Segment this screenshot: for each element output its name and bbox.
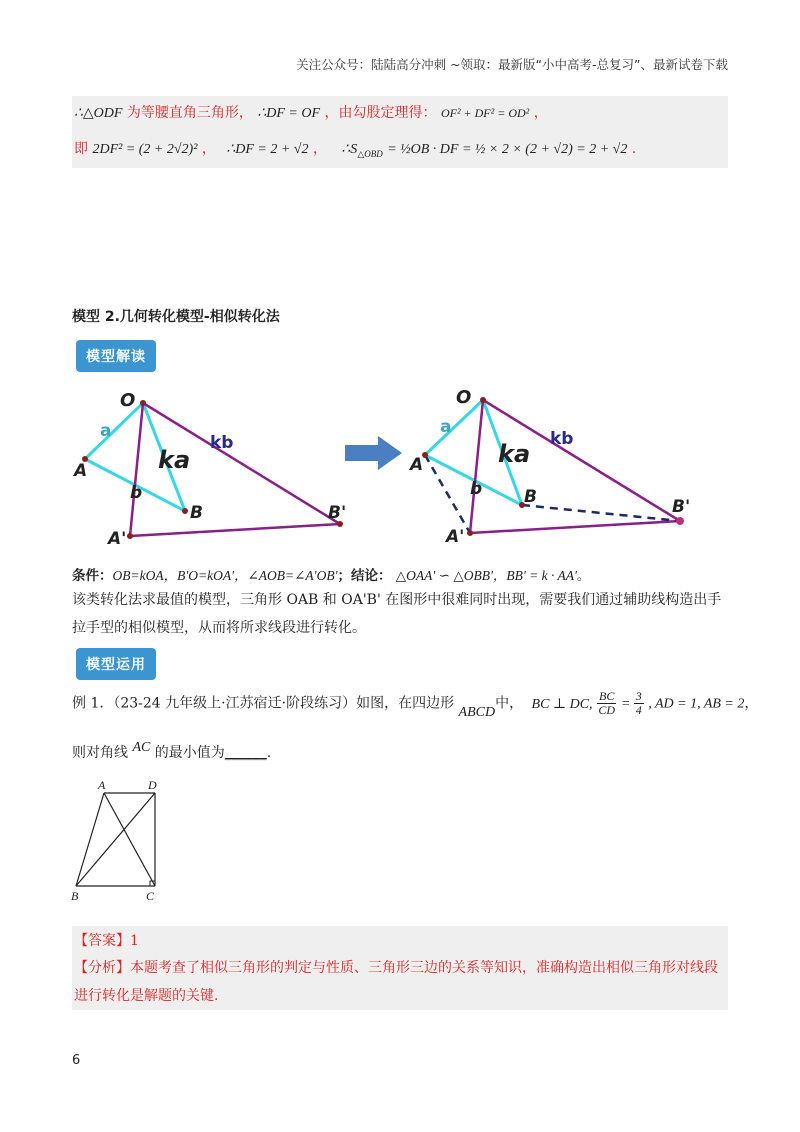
diagonal-bd — [76, 793, 155, 886]
condition-text: OB=kOA，B'O=kOA'，∠AOB=∠A'OB' — [112, 568, 338, 583]
label-ka: ka — [158, 446, 191, 474]
fraction-bc-cd — [597, 690, 616, 717]
solution-text: ， — [201, 141, 216, 157]
label-b: B — [71, 889, 79, 903]
example-mid: 中， — [495, 695, 524, 712]
question-ac: AC — [132, 740, 151, 755]
solution-text: ， — [312, 141, 327, 157]
point-b-prime — [676, 517, 684, 525]
analysis-text — [74, 954, 728, 1010]
math-text: ∴△ODF — [74, 106, 123, 121]
label-b-prime: B' — [328, 503, 347, 523]
point-b — [182, 508, 188, 514]
page-number: 6 — [72, 1053, 81, 1068]
segment-ab — [76, 793, 104, 886]
point-a-prime — [127, 533, 133, 539]
solution-text: . — [631, 141, 637, 157]
label-b: B — [524, 487, 537, 507]
conclusion-text: △OAA' ∽ △OBB'，BB' = k · AA' — [395, 568, 577, 583]
label-b-side: b — [470, 479, 483, 499]
example-prefix: 例 1．（23-24 九年级上·江苏宿迁·阶段练习）如图，在四边形 — [72, 695, 455, 712]
solution-text: ， — [533, 105, 548, 121]
fraction-numerator: BC — [599, 689, 615, 703]
label-c: C — [146, 889, 155, 903]
question-suffix: 的最小值为 — [154, 745, 225, 761]
solution-box — [72, 96, 728, 168]
point-o — [480, 397, 486, 403]
answer-line — [74, 930, 139, 950]
example-1 — [72, 689, 759, 720]
label-o: O — [120, 390, 136, 411]
explanation-paragraph: 该类转化法求最值的模型，三角形 OAB 和 OA'B' 在图形中很难同时出现，需要我们通过辅助线构造出手拉手型的相似模型，从而将所求线段进行转化。 — [72, 592, 722, 636]
label-d: D — [148, 778, 157, 792]
segment-a-prime-b-prime — [470, 521, 680, 533]
fraction-3-4 — [634, 690, 644, 717]
question-end: . — [266, 745, 272, 761]
condition-line — [72, 564, 590, 584]
label-a: A — [74, 461, 88, 481]
math-text: ∴DF = 2 + √2 — [226, 142, 309, 157]
math-text: ∴S — [341, 142, 358, 157]
solution-line-2 — [74, 138, 636, 160]
label-kb: kb — [550, 429, 574, 449]
segment-oa — [425, 400, 483, 455]
point-o — [140, 400, 146, 406]
badge-model-read: 模型解读 — [76, 340, 156, 372]
example-cond-a: BC ⊥ DC, — [531, 696, 593, 712]
answer-label: 【答案】 — [74, 933, 130, 949]
label-kb: kb — [210, 433, 234, 453]
label-a-prime: A' — [446, 527, 465, 547]
math-text: ∴DF = OF — [257, 106, 321, 121]
label-b-side: b — [130, 483, 143, 503]
analysis-label: 【分析】 — [74, 960, 130, 976]
example-quad: ABCD — [458, 704, 496, 720]
math-text: OF² + DF² = OD² — [440, 106, 530, 120]
label-b: B — [190, 503, 203, 523]
math-subscript: △OBD — [357, 148, 383, 159]
answer-box — [72, 926, 728, 1010]
right-figure — [408, 387, 690, 547]
model-title: 模型 2.几何转化模型-相似转化法 — [72, 309, 280, 325]
segment-oa-prime — [470, 400, 483, 533]
diagonal-ac — [104, 793, 155, 886]
question-prefix: 则对角线 — [72, 745, 128, 761]
analysis-body: 本题考查了相似三角形的判定与性质、三角形三边的关系等知识，准确构造出相似三角形对线段进行转化是解题的关键. — [74, 960, 718, 1004]
condition-end: 。 — [576, 568, 591, 584]
point-a-prime — [467, 530, 473, 536]
solution-text: ，由勾股定理得： — [324, 105, 437, 121]
fraction-denominator: CD — [598, 703, 616, 717]
solution-line-1 — [74, 102, 548, 122]
math-text: 2DF² = (2 + 2√2)² — [92, 142, 198, 157]
label-a-prime: A' — [108, 529, 127, 549]
label-a: A — [98, 778, 106, 792]
label-b-prime: B' — [672, 497, 691, 517]
answer-blank: ______ — [224, 745, 267, 761]
label-a-side: a — [440, 417, 452, 437]
similarity-diagram — [60, 378, 700, 558]
label-ka: ka — [498, 440, 531, 468]
badge-model-use: 模型运用 — [76, 648, 156, 680]
label-o: O — [456, 387, 472, 408]
math-text: = ½OB · DF = ½ × 2 × (2 + √2) = 2 + √2 — [387, 142, 628, 157]
left-figure — [72, 390, 346, 549]
fraction-denominator: 4 — [635, 703, 642, 717]
solution-text: 即 — [74, 141, 88, 157]
fraction-numerator: 3 — [635, 689, 642, 703]
segment-oa — [85, 403, 143, 459]
example-question — [72, 742, 271, 762]
segment-a-prime-b-prime — [130, 524, 340, 536]
conclusion-label: ；结论： — [337, 568, 392, 584]
example-cond-c: , AD = 1, AB = 2 — [648, 696, 745, 712]
example-cond-b: = — [620, 696, 634, 712]
segment-oa-prime — [130, 403, 143, 536]
label-a-side: a — [100, 421, 112, 441]
example-cond-d: ， — [744, 695, 759, 712]
transform-arrow-icon — [345, 436, 402, 470]
quadrilateral-figure — [66, 776, 166, 904]
condition-label: 条件： — [72, 568, 113, 584]
answer-value: 1 — [130, 933, 139, 949]
page-header: 关注公众号：陆陆高分冲刺 ~领取：最新版“小中高考-总复习”、最新试卷下载 — [296, 57, 728, 72]
label-a: A — [410, 455, 424, 475]
solution-text: 为等腰直角三角形， — [126, 105, 253, 121]
